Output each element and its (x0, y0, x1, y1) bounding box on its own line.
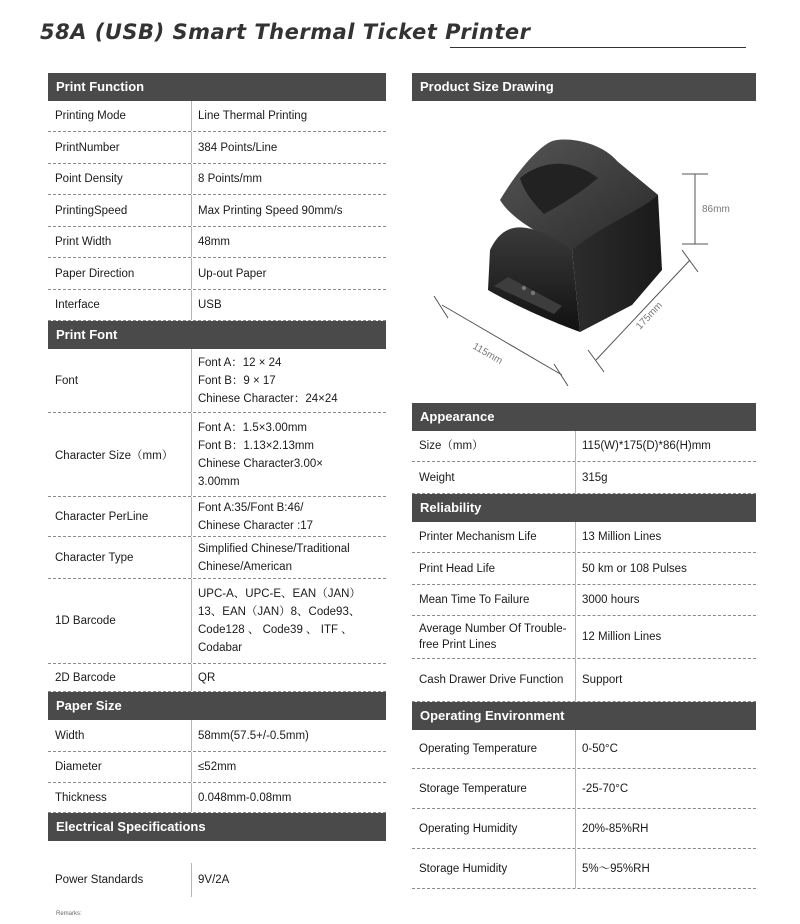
left-spec-table (48, 73, 386, 903)
spec-value (576, 522, 756, 552)
spec-label: Printer Mechanism Life (412, 522, 576, 552)
width-label: 115mm (470, 341, 505, 367)
spec-row (48, 752, 386, 783)
spec-label: Size（mm） (412, 431, 576, 461)
spec-row (412, 659, 756, 702)
spec-label: Width (48, 720, 192, 751)
spec-label: Print Width (48, 227, 192, 257)
spec-label: Font (48, 349, 192, 412)
value-line: 315g (582, 471, 608, 484)
spec-label: Printing Mode (48, 101, 192, 131)
spec-label: PrintingSpeed (48, 195, 192, 226)
spec-label: Paper Direction (48, 258, 192, 289)
spec-value (192, 664, 386, 691)
value-line: 20%-85%RH (582, 822, 649, 835)
section-header-appearance: Appearance (412, 403, 756, 431)
spec-label: Cash Drawer Drive Function (412, 659, 576, 701)
spec-label: Operating Humidity (412, 809, 576, 848)
product-size-drawing-panel (412, 73, 756, 101)
remarks-note: Remarks: (56, 911, 82, 917)
spec-row (48, 497, 386, 537)
spec-value (192, 164, 386, 194)
spec-value (192, 720, 386, 751)
spec-value (192, 195, 386, 226)
spec-value (192, 783, 386, 812)
value-line: USB (198, 299, 222, 311)
spec-label: Diameter (48, 752, 192, 782)
spec-label: Print Head Life (412, 553, 576, 584)
value-line: 3.00mm (198, 475, 240, 488)
value-line: Up-out Paper (198, 267, 267, 280)
spec-value (576, 809, 756, 848)
spec-row (48, 290, 386, 321)
spec-label: Power Standards (48, 863, 192, 897)
spec-label: 1D Barcode (48, 579, 192, 663)
spec-value (192, 863, 386, 897)
value-line: -25-70°C (582, 782, 629, 795)
value-line: Chinese Character3.00× (198, 457, 323, 470)
value-line: 13 Million Lines (582, 531, 662, 543)
spec-value (192, 413, 386, 496)
spec-value (576, 659, 756, 701)
section-header-product-size-drawing: Product Size Drawing (412, 73, 756, 101)
value-line: Font B：9 × 17 (198, 374, 276, 387)
spec-row (48, 258, 386, 290)
spec-row (48, 349, 386, 413)
spec-value (192, 537, 386, 578)
spec-row (48, 720, 386, 752)
spec-label: Mean Time To Failure (412, 585, 576, 615)
printer-body (488, 139, 662, 332)
spec-value (576, 553, 756, 584)
spec-row (412, 522, 756, 553)
height-label: 86mm (702, 204, 730, 215)
section-header-print-function: Print Function (48, 73, 386, 101)
value-line: 5%～95%RH (582, 862, 650, 875)
spec-row (48, 101, 386, 132)
section-header-electrical-specifications: Electrical Specifications (48, 813, 386, 841)
spec-row (48, 664, 386, 692)
spec-row (48, 783, 386, 813)
spec-row (48, 413, 386, 497)
spec-row (412, 849, 756, 889)
value-line: 9V/2A (198, 874, 230, 886)
value-line: 12 Million Lines (582, 631, 662, 643)
value-line: 0.048mm-0.08mm (198, 791, 292, 804)
spec-row (48, 132, 386, 164)
value-line: 13、EAN（JAN）8、Code93、 (198, 606, 361, 618)
value-line: Font A：12 × 24 (198, 356, 282, 369)
spec-value (576, 585, 756, 615)
value-line: 58mm(57.5+/-0.5mm) (198, 729, 309, 742)
value-line: 115(W)*175(D)*86(H)mm (582, 440, 711, 452)
value-line: Simplified Chinese/Traditional (198, 542, 350, 555)
spec-label: Point Density (48, 164, 192, 194)
spec-label: Storage Humidity (412, 849, 576, 888)
spec-label: Interface (48, 290, 192, 320)
spec-value (192, 227, 386, 257)
value-line: 3000 hours (582, 594, 640, 606)
spec-label: Character Type (48, 537, 192, 578)
section-header-reliability: Reliability (412, 494, 756, 522)
spec-row (412, 553, 756, 585)
spec-label: Weight (412, 462, 576, 493)
spec-row (412, 769, 756, 809)
spec-row (48, 195, 386, 227)
value-line: Chinese Character :17 (198, 519, 314, 532)
right-spec-table (412, 403, 756, 889)
spec-label: Storage Temperature (412, 769, 576, 808)
value-line: Chinese/American (198, 560, 292, 573)
spec-row (412, 431, 756, 462)
spec-value (576, 849, 756, 888)
spec-value (192, 497, 386, 536)
value-line: Font B：1.13×2.13mm (198, 439, 315, 452)
page-title: 58A (USB) Smart Thermal Ticket Printer (40, 20, 531, 44)
spec-row (48, 579, 386, 664)
value-line: 48mm (198, 236, 230, 248)
value-line: Font A:35/Font B:46/ (198, 501, 304, 514)
spec-value (192, 752, 386, 782)
spec-value (576, 462, 756, 493)
section-header-paper-size: Paper Size (48, 692, 386, 720)
spec-value (576, 769, 756, 808)
spec-row (412, 616, 756, 659)
value-line: 0-50°C (582, 743, 618, 755)
spec-label: Character Size（mm） (48, 413, 192, 496)
spec-value (192, 258, 386, 289)
value-line: UPC-A、UPC-E、EAN（JAN） (198, 588, 361, 600)
value-line: Chinese Character：24×24 (198, 392, 338, 405)
value-line: Max Printing Speed 90mm/s (198, 204, 343, 217)
spec-label: 2D Barcode (48, 664, 192, 691)
spec-label: Operating Temperature (412, 730, 576, 768)
value-line: Codabar (198, 642, 243, 654)
value-line: 384 Points/Line (198, 141, 278, 154)
spec-row (48, 164, 386, 195)
spec-value (576, 730, 756, 768)
depth-label: 175mm (634, 300, 665, 333)
value-line: Line Thermal Printing (198, 110, 308, 122)
spec-value (192, 349, 386, 412)
spec-value (192, 101, 386, 131)
title-underline (450, 47, 746, 48)
spec-label: PrintNumber (48, 132, 192, 163)
spec-label: Character PerLine (48, 497, 192, 536)
spec-row (412, 585, 756, 616)
value-line: Font A：1.5×3.00mm (198, 421, 307, 434)
spec-label: Average Number Of Trouble-free Print Lines (412, 616, 576, 658)
spec-value (192, 290, 386, 320)
spec-row (412, 462, 756, 494)
section-header-operating-environment: Operating Environment (412, 702, 756, 730)
value-line: 8 Points/mm (198, 173, 262, 185)
spec-row (412, 730, 756, 769)
value-line: Support (582, 674, 623, 686)
spec-row (48, 537, 386, 579)
spec-value (192, 579, 386, 663)
spec-value (576, 616, 756, 658)
value-line: ≤52mm (198, 761, 237, 773)
spec-value (192, 132, 386, 163)
spec-row (48, 227, 386, 258)
value-line: QR (198, 671, 216, 684)
spec-row (412, 809, 756, 849)
value-line: Code128 、 Code39 、 ITF 、 (198, 624, 353, 636)
spec-value (576, 431, 756, 461)
printer-drawing (412, 100, 756, 400)
spec-row (48, 841, 386, 903)
spec-label: Thickness (48, 783, 192, 812)
section-header-print-font: Print Font (48, 321, 386, 349)
value-line: 50 km or 108 Pulses (582, 562, 687, 575)
